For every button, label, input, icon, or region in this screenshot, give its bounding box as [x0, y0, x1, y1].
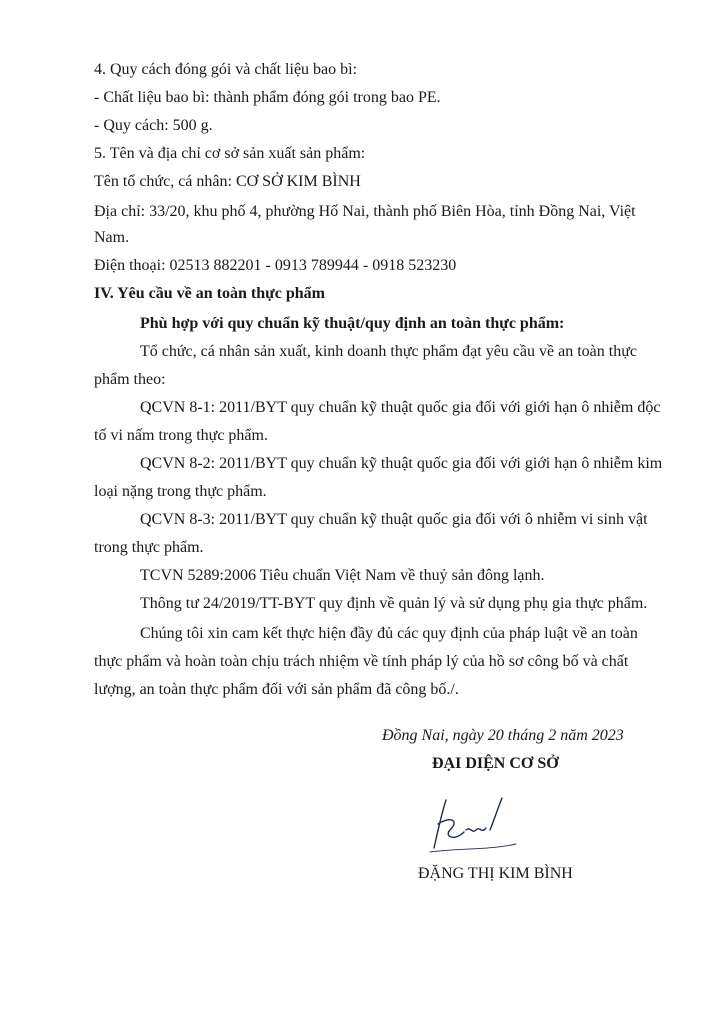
- qcvn-8-3-line2: trong thực phẩm.: [94, 539, 204, 556]
- producer-address-line1: Địa chỉ: 33/20, khu phố 4, phường Hố Nai, thành phố Biên Hòa, tỉnh Đồng Nai, Việt: [94, 203, 636, 220]
- tcvn-standard: TCVN 5289:2006 Tiêu chuẩn Việt Nam về thuỷ sản đông lạnh.: [140, 567, 545, 584]
- representative-name: ĐẶNG THỊ KIM BÌNH: [418, 865, 573, 882]
- commitment-line2: thực phẩm và hoàn toàn chịu trách nhiệm về tính pháp lý của hồ sơ công bố và chất: [94, 653, 629, 670]
- qcvn-8-1-line1: QCVN 8-1: 2011/BYT quy chuẩn kỹ thuật quốc gia đối với giới hạn ô nhiễm độc: [140, 399, 661, 416]
- safety-subheading: Phù hợp với quy chuẩn kỹ thuật/quy định an toàn thực phẩm:: [140, 315, 565, 332]
- commitment-line3: lượng, an toàn thực phẩm đối với sản phẩm đã công bố./.: [94, 681, 459, 698]
- handwritten-signature: [420, 790, 530, 860]
- producer-phone: Điện thoại: 02513 882201 - 0913 789944 - 0918 523230: [94, 257, 457, 274]
- representative-title: ĐẠI DIỆN CƠ SỞ: [432, 755, 559, 772]
- producer-address-line2: Nam.: [94, 229, 130, 246]
- packaging-spec: - Quy cách: 500 g.: [94, 117, 213, 134]
- safety-intro-1: Tổ chức, cá nhân sản xuất, kinh doanh thực phẩm đạt yêu cầu về an toàn thực: [140, 343, 637, 360]
- place-and-date: Đồng Nai, ngày 20 tháng 2 năm 2023: [382, 727, 624, 744]
- qcvn-8-2-line1: QCVN 8-2: 2011/BYT quy chuẩn kỹ thuật quốc gia đối với giới hạn ô nhiễm kim: [140, 455, 663, 472]
- circular-regulation: Thông tư 24/2019/TT-BYT quy định về quản lý và sử dụng phụ gia thực phẩm.: [140, 595, 648, 612]
- safety-intro-2: phẩm theo:: [94, 371, 166, 388]
- commitment-line1: Chúng tôi xin cam kết thực hiện đầy đủ các quy định của pháp luật về an toàn: [140, 625, 638, 642]
- qcvn-8-2-line2: loại nặng trong thực phẩm.: [94, 483, 267, 500]
- qcvn-8-1-line2: tố vi nấm trong thực phẩm.: [94, 427, 268, 444]
- packaging-heading: 4. Quy cách đóng gói và chất liệu bao bì:: [94, 61, 358, 78]
- safety-heading: IV. Yêu cầu về an toàn thực phẩm: [94, 285, 325, 302]
- packaging-material: - Chất liệu bao bì: thành phẩm đóng gói trong bao PE.: [94, 89, 441, 106]
- producer-org: Tên tổ chức, cá nhân: CƠ SỞ KIM BÌNH: [94, 173, 361, 190]
- qcvn-8-3-line1: QCVN 8-3: 2011/BYT quy chuẩn kỹ thuật quốc gia đối với ô nhiễm vi sinh vật: [140, 511, 648, 528]
- producer-heading: 5. Tên và địa chỉ cơ sở sản xuất sản phẩm:: [94, 145, 366, 162]
